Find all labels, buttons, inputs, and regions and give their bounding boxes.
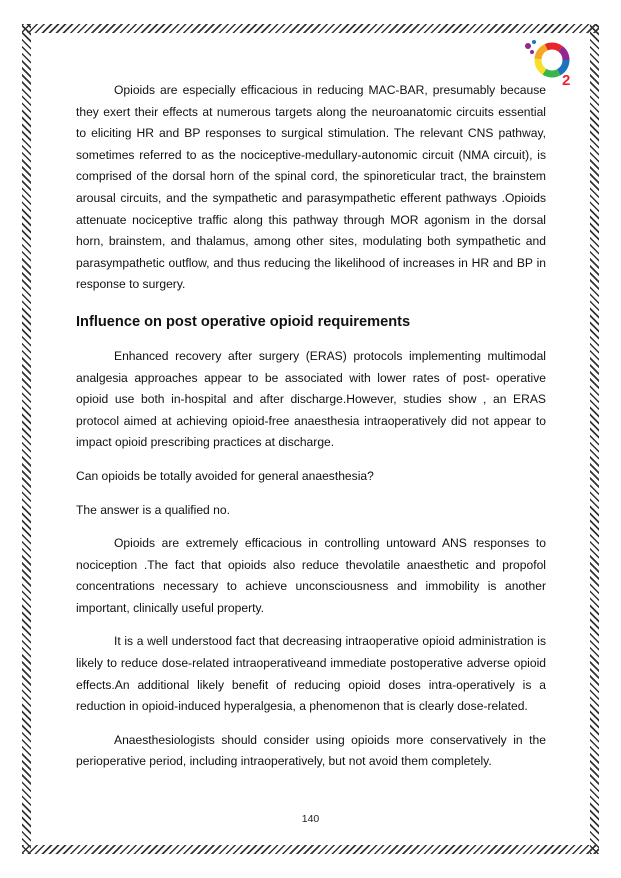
page-number: 140: [301, 813, 320, 825]
border-bottom: [22, 845, 599, 854]
paragraph-answer: The answer is a qualified no.: [76, 502, 230, 517]
section-heading: Influence on post operative opioid requirements: [76, 313, 411, 330]
paragraph-eras: Enhanced recovery after surgery (ERAS) protocols implementing multimodal analgesia approaches appear to be associated with lower rates of post- operative opioid use both in-hospital and after discharge.However, studies show , an ERAS protocol aimed at achieving opioid-free anaesthesia intraoperatively did not appear to impact opioid prescribing practices at discharge.: [76, 348, 546, 450]
paragraph-question: Can opioids be totally avoided for general anaesthesia?: [76, 468, 374, 483]
border-right: [590, 24, 599, 854]
paragraph-dose-related: It is a well understood fact that decreasing intraoperative opioid administration is likely to reduce dose-related intraoperativeand immediate postoperative adverse opioid effects.An additional likely benefit of reducing opioid doses intra-operatively is a reduction in opioid-induced hyperalgesia, a phenomenon that is clearly dose-related.: [76, 634, 546, 714]
svg-text:2: 2: [562, 72, 571, 88]
paragraph-conclusion: Anaesthesiologists should consider using opioids more conservatively in the perioperative period, including intraoperatively, but not avoid them completely.: [76, 732, 546, 769]
border-top: [22, 24, 599, 33]
body-text: [76, 80, 546, 773]
paragraph-ans-responses: Opioids are extremely efficacious in controlling untoward ANS responses to nociception .The fact that opioids also reduce thevolatile anaesthetic and propofol concentrations necessary to achieve unconsciousness and immobility is another important, clinically useful property.: [76, 536, 546, 615]
border-left: [22, 24, 31, 854]
paragraph-mac-bar: Opioids are especially efficacious in reducing MAC-BAR, presumably because they exert their effects at numerous targets along the neuroanatomic circuits essential to eliciting HR and BP responses to surgical stimulation. The relevant CNS pathway, sometimes referred to as the nociceptive-medullary-autonomic circuit (NMA circuit), is comprised of the dorsal horn of the spinal cord, the spinoreticular tract, the brainstem arousal circuits, and the sympathetic and parasympathetic efferent pathways .Opioids attenuate nociceptive traffic along this pathway through MOR agonism in the dorsal horn, brainstem, and thalamus, among other sites, modulating both sympathetic and parasympathetic outflow, and thus reducing the likelihood of increases in HR and BP in response to surgery.: [76, 83, 546, 292]
